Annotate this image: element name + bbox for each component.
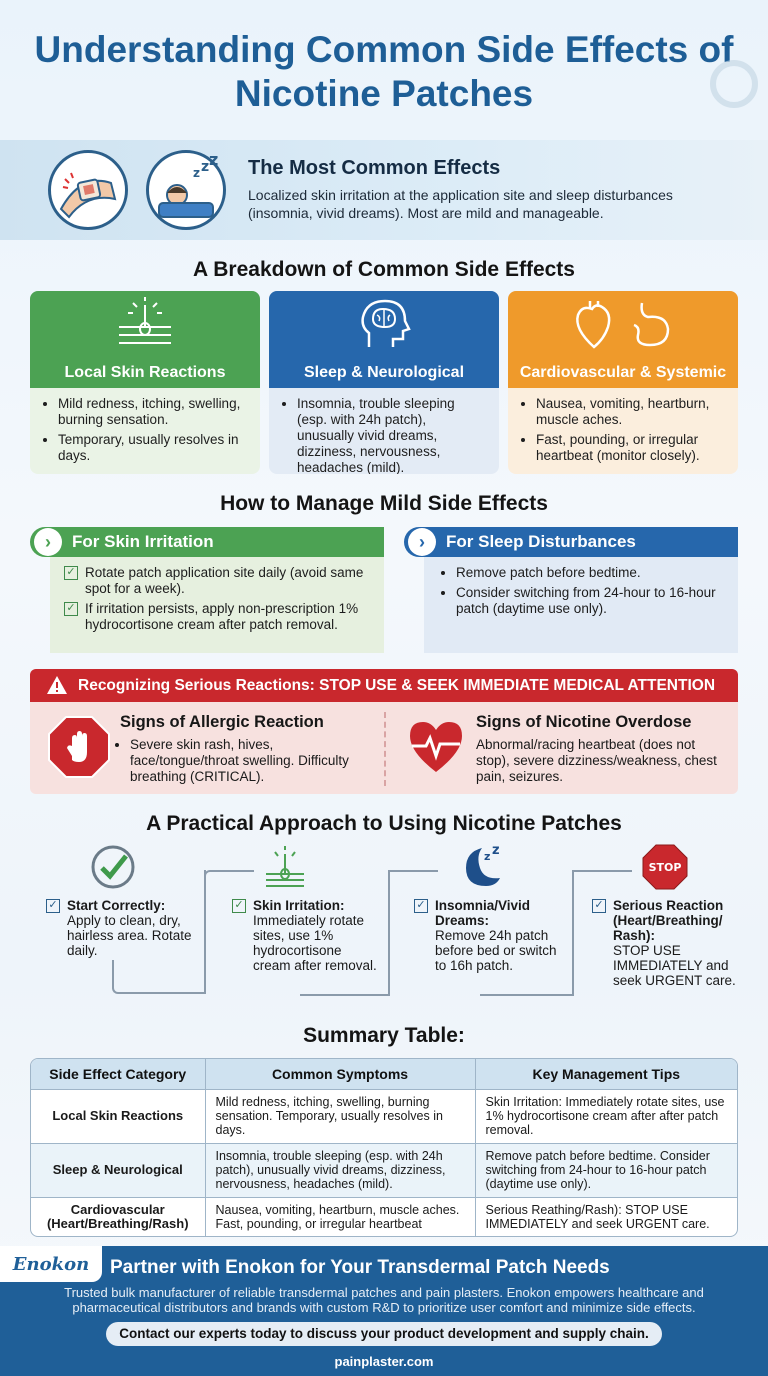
skin-patch-icon — [48, 150, 128, 230]
step-text: STOP USE IMMEDIATELY and seek URGENT care. — [613, 943, 736, 988]
svg-text:z: z — [484, 850, 491, 863]
sleep-disturbance-header — [404, 527, 738, 557]
step-title: Serious Reaction (Heart/Breathing/ Rash): — [613, 898, 724, 943]
heart-stomach-icon — [570, 299, 680, 351]
flow-connector — [300, 994, 390, 996]
chevron-right-icon: › — [34, 528, 62, 556]
svg-text:z: z — [492, 844, 500, 858]
card-label: Cardiovascular & Systemic — [519, 364, 727, 381]
website-link[interactable]: painplaster.com — [334, 1354, 434, 1369]
table-row — [31, 1143, 737, 1197]
allergic-reaction-text — [118, 737, 358, 785]
allergic-item: • Severe skin rash, hives, face/tongue/throat swelling. Difficulty breathing (CRITICAL). — [130, 737, 358, 785]
stop-sign-text: STOP — [648, 861, 682, 874]
flow-connector — [388, 870, 438, 872]
moon-icon — [458, 844, 504, 890]
skin-irritation-title: For Skin Irritation — [72, 532, 214, 551]
card-item: • Insomnia, trouble sleeping (esp. with 24h patch), unusually vivid dreams, dizziness, nervousness, headaches (mild). — [297, 396, 485, 474]
stethoscope-icon — [710, 60, 758, 108]
svg-text:z: z — [193, 166, 200, 180]
step-title: Start Correctly: — [67, 898, 166, 913]
contact-cta[interactable]: Contact our experts today to discuss your product development and supply chain. — [106, 1322, 662, 1346]
manage-item: • Consider switching from 24-hour to 16-hour patch (daytime use only). — [456, 585, 724, 617]
table-header: Side Effect Category — [31, 1059, 205, 1089]
table-cell: Sleep & Neurological — [31, 1143, 205, 1197]
sleep-disturbance-title: For Sleep Disturbances — [446, 532, 636, 551]
approach-step — [232, 898, 380, 973]
enokon-logo: Enokon — [0, 1246, 102, 1282]
card-label: Local Skin Reactions — [64, 364, 226, 381]
breakdown-heading: A Breakdown of Common Side Effects — [193, 258, 575, 281]
manage-item: • Remove patch before bedtime. — [456, 565, 724, 581]
check-icon: ✓ — [64, 566, 78, 580]
page-title: Understanding Common Side Effects of Nicotine Patches — [34, 29, 734, 114]
skin-layers-icon — [115, 297, 175, 349]
check-icon: ✓ — [64, 602, 78, 616]
summary-heading: Summary Table: — [303, 1024, 465, 1047]
overdose-text: Abnormal/racing heartbeat (does not stop), severe dizziness/weakness, chest pain, seizures. — [476, 737, 717, 784]
divider — [384, 712, 386, 786]
table-cell: Skin Irritation: Immediately rotate sites, use 1% hydrocortisone cream after after patch removal. — [475, 1089, 737, 1143]
check-icon: ✓ — [46, 899, 60, 913]
checkmark-circle-icon — [90, 844, 136, 890]
table-header: Common Symptoms — [205, 1059, 475, 1089]
footer-description: Trusted bulk manufacturer of reliable transdermal patches and pain plasters. Enokon empowers healthcare and pharmaceutical distributors and brands with custom R&D to prioritize user comfort and minimize side effects. — [64, 1285, 704, 1315]
manage-heading: How to Manage Mild Side Effects — [220, 492, 548, 515]
table-cell: Mild redness, itching, swelling, burning sensation. Temporary, usually resolves in days. — [205, 1089, 475, 1143]
manage-item: If irritation persists, apply non-prescription 1% hydrocortisone cream after patch removal. — [85, 601, 359, 632]
table-cell: Serious Reathing/Rash): STOP USE IMMEDIATELY and seek URGENT care. — [475, 1197, 737, 1236]
sleep-disturbance-box — [424, 557, 738, 653]
flow-connector — [204, 870, 206, 994]
summary-table — [30, 1058, 738, 1237]
check-icon: ✓ — [232, 899, 246, 913]
card-local-skin — [30, 291, 260, 474]
check-icon: ✓ — [414, 899, 428, 913]
step-text: Immediately rotate sites, use 1% hydrocortisone cream after removal. — [253, 913, 377, 973]
card-item: • Temporary, usually resolves in days. — [58, 432, 246, 464]
table-cell: Cardiovascular (Heart/Breathing/Rash) — [31, 1197, 205, 1236]
stop-sign-icon — [642, 844, 688, 890]
approach-heading: A Practical Approach to Using Nicotine Patches — [146, 812, 622, 835]
card-sleep-neuro — [269, 291, 499, 474]
table-cell: Nausea, vomiting, heartburn, muscle aches. Fast, pounding, or irregular heartbeat — [205, 1197, 475, 1236]
approach-step — [414, 898, 564, 973]
table-row — [31, 1089, 737, 1143]
heart-pulse-icon — [406, 720, 466, 774]
serious-reactions-header — [30, 669, 738, 702]
step-text: Apply to clean, dry, hairless area. Rotate daily. — [67, 913, 192, 958]
serious-reactions-title: Recognizing Serious Reactions: STOP USE & SEEK IMMEDIATE MEDICAL ATTENTION — [78, 676, 716, 694]
stop-hand-icon — [48, 716, 110, 778]
flow-connector — [388, 870, 390, 996]
common-effects-description: Localized skin irritation at the application site and sleep disturbances (insomnia, vivid dreams). Most are mild and manageable. — [248, 187, 673, 221]
card-label: Sleep & Neurological — [303, 364, 465, 381]
flow-connector — [112, 960, 204, 994]
svg-text:z: z — [201, 159, 210, 175]
step-title: Skin Irritation: — [253, 898, 345, 913]
skin-irritation-header — [30, 527, 384, 557]
sleeping-person-icon — [146, 150, 226, 230]
flow-connector — [572, 870, 632, 872]
table-cell: Local Skin Reactions — [31, 1089, 205, 1143]
card-cardio — [508, 291, 738, 474]
skin-irritation-box — [50, 557, 384, 653]
footer-title: Partner with Enokon for Your Transdermal Patch Needs — [110, 1257, 610, 1278]
allergic-reaction-title: Signs of Allergic Reaction — [120, 713, 324, 731]
flow-connector — [572, 870, 574, 996]
svg-text:z: z — [209, 153, 219, 169]
table-cell: Insomnia, trouble sleeping (esp. with 24h patch), unusually vivid dreams, dizziness, nervousness, headaches (mild). — [205, 1143, 475, 1197]
card-item: • Nausea, vomiting, heartburn, muscle aches. — [536, 396, 724, 428]
step-title: Insomnia/Vivid Dreams: — [435, 898, 531, 928]
common-effects-title: The Most Common Effects — [248, 157, 501, 179]
manage-item: Rotate patch application site daily (avoid same spot for a week). — [85, 565, 364, 596]
warning-icon — [46, 675, 68, 695]
step-text: Remove 24h patch before bed or switch to 16h patch. — [435, 928, 557, 973]
brain-head-icon — [357, 297, 411, 353]
table-row — [31, 1197, 737, 1236]
skin-layers-icon — [262, 844, 308, 890]
card-item: • Fast, pounding, or irregular heartbeat (monitor closely). — [536, 432, 724, 464]
flow-connector — [480, 994, 574, 996]
chevron-right-icon: › — [408, 528, 436, 556]
overdose-title: Signs of Nicotine Overdose — [476, 713, 692, 731]
card-item: • Mild redness, itching, swelling, burning sensation. — [58, 396, 246, 428]
approach-step — [592, 898, 742, 988]
check-icon: ✓ — [592, 899, 606, 913]
approach-step — [46, 898, 196, 958]
table-header: Key Management Tips — [475, 1059, 737, 1089]
table-cell: Remove patch before bedtime. Consider switching from 24-hour to 16-hour patch (daytime use only). — [475, 1143, 737, 1197]
